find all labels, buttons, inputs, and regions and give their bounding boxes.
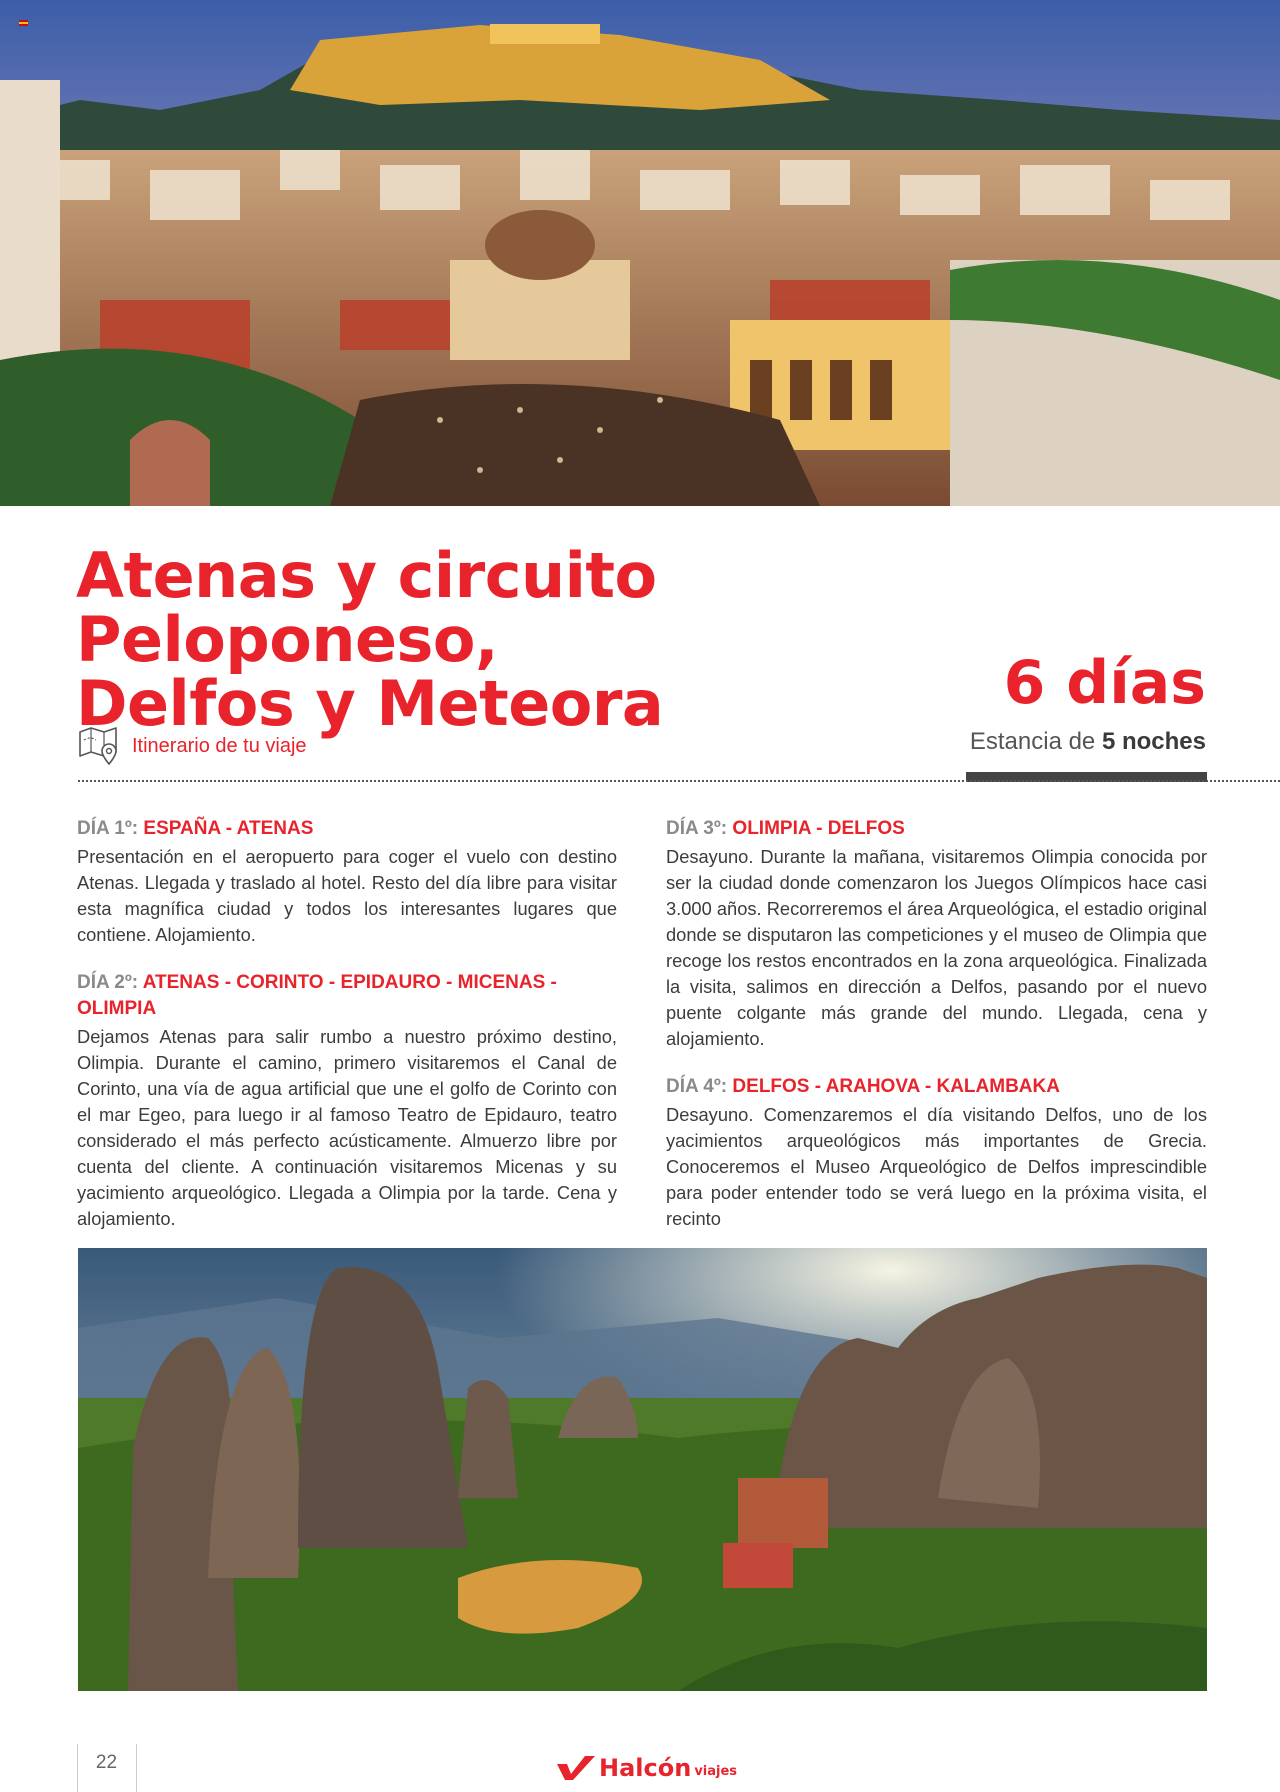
day-description: Desayuno. Durante la mañana, visitaremos Olimpia conocida por ser la ciudad donde comenzaron los Juegos Olímpicos hace casi 3.000 años. Recorreremos el área Arqueológica, el estadio original donde se disputaron las competiciones y el museo de Olimpia que recoge los restos encontrados en la zona arqueológica. Finalizada la visita, salimos en dirección a Delfos, pasando por el nuevo puente colgante más grande del mundo. Llegada, cena y alojamiento. — [666, 846, 1207, 1049]
brand-name: Halcón — [599, 1754, 692, 1782]
day-entry — [77, 816, 617, 948]
halcon-logo-icon — [555, 1754, 597, 1782]
itinerary-header — [78, 726, 307, 766]
stay-prefix: Estancia de — [969, 728, 1096, 755]
halcon-logo — [555, 1754, 737, 1782]
day-label: DÍA 3º: — [666, 818, 728, 839]
title-line-1: Atenas y circuito Peloponeso, — [76, 539, 657, 676]
day-heading — [77, 970, 617, 1022]
itinerary-column-right — [666, 816, 1207, 1254]
meteora-image — [78, 1248, 1207, 1691]
page-title — [76, 539, 1036, 740]
day-route: ESPAÑA - ATENAS — [143, 818, 314, 839]
day-description: Dejamos Atenas para salir rumbo a nuestro próximo destino, Olimpia. Durante el camino, primero visitaremos el Canal de Corinto, una vía de agua artificial que une el golfo de Corinto con el mar Egeo, para luego ir al famoso Teatro de Epidauro, teatro considerado el más perfecto acústicamente. Almuerzo libre por cuenta del cliente. A continuación visitaremos Micenas y su yacimiento arqueológico. Llegada a Olimpia por la tarde. Cena y alojamiento. — [77, 1026, 617, 1229]
day-route: OLIMPIA - DELFOS — [732, 818, 905, 839]
day-heading — [666, 816, 1207, 842]
duration-days: 6 días — [1003, 648, 1206, 718]
brand-sub: viajes — [694, 1764, 738, 1779]
day-entry — [666, 816, 1207, 1052]
itinerary-column-left — [77, 816, 617, 1254]
flag-icon — [19, 20, 28, 26]
hero-image-athens — [0, 0, 1280, 506]
day-description: Desayuno. Comenzaremos el día visitando Delfos, uno de los yacimientos arqueológicos más importantes de Grecia. Conoceremos el Museo Arqueológico de Delfos imprescindible para poder entender todo se verá luego en la próxima visita, el recinto — [666, 1104, 1207, 1229]
day-description: Presentación en el aeropuerto para coger el vuelo con destino Atenas. Llegada y traslado al hotel. Resto del día libre para visitar esta magnífica ciudad y todos los interesantes lugares que contiene. Alojamiento. — [77, 846, 617, 945]
day-label: DÍA 1º: — [77, 818, 139, 839]
day-entry — [77, 970, 617, 1232]
day-route: DELFOS - ARAHOVA - KALAMBAKA — [732, 1076, 1060, 1097]
day-label: DÍA 2º: — [77, 972, 139, 993]
day-heading — [77, 816, 617, 842]
day-heading — [666, 1074, 1207, 1100]
day-label: DÍA 4º: — [666, 1076, 728, 1097]
dotted-divider — [78, 780, 1280, 782]
itinerary-label: Itinerario de tu viaje — [132, 734, 307, 757]
stay-info — [970, 728, 1206, 756]
day-entry — [666, 1074, 1207, 1232]
title-line-2: Delfos y Meteora — [76, 667, 664, 740]
page-number: 22 — [95, 1752, 118, 1773]
day-route: ATENAS - CORINTO - EPIDAURO - MICENAS - OLIMPIA — [77, 972, 557, 1019]
map-pin-icon — [78, 726, 120, 766]
stay-nights: 5 noches — [1101, 728, 1206, 755]
